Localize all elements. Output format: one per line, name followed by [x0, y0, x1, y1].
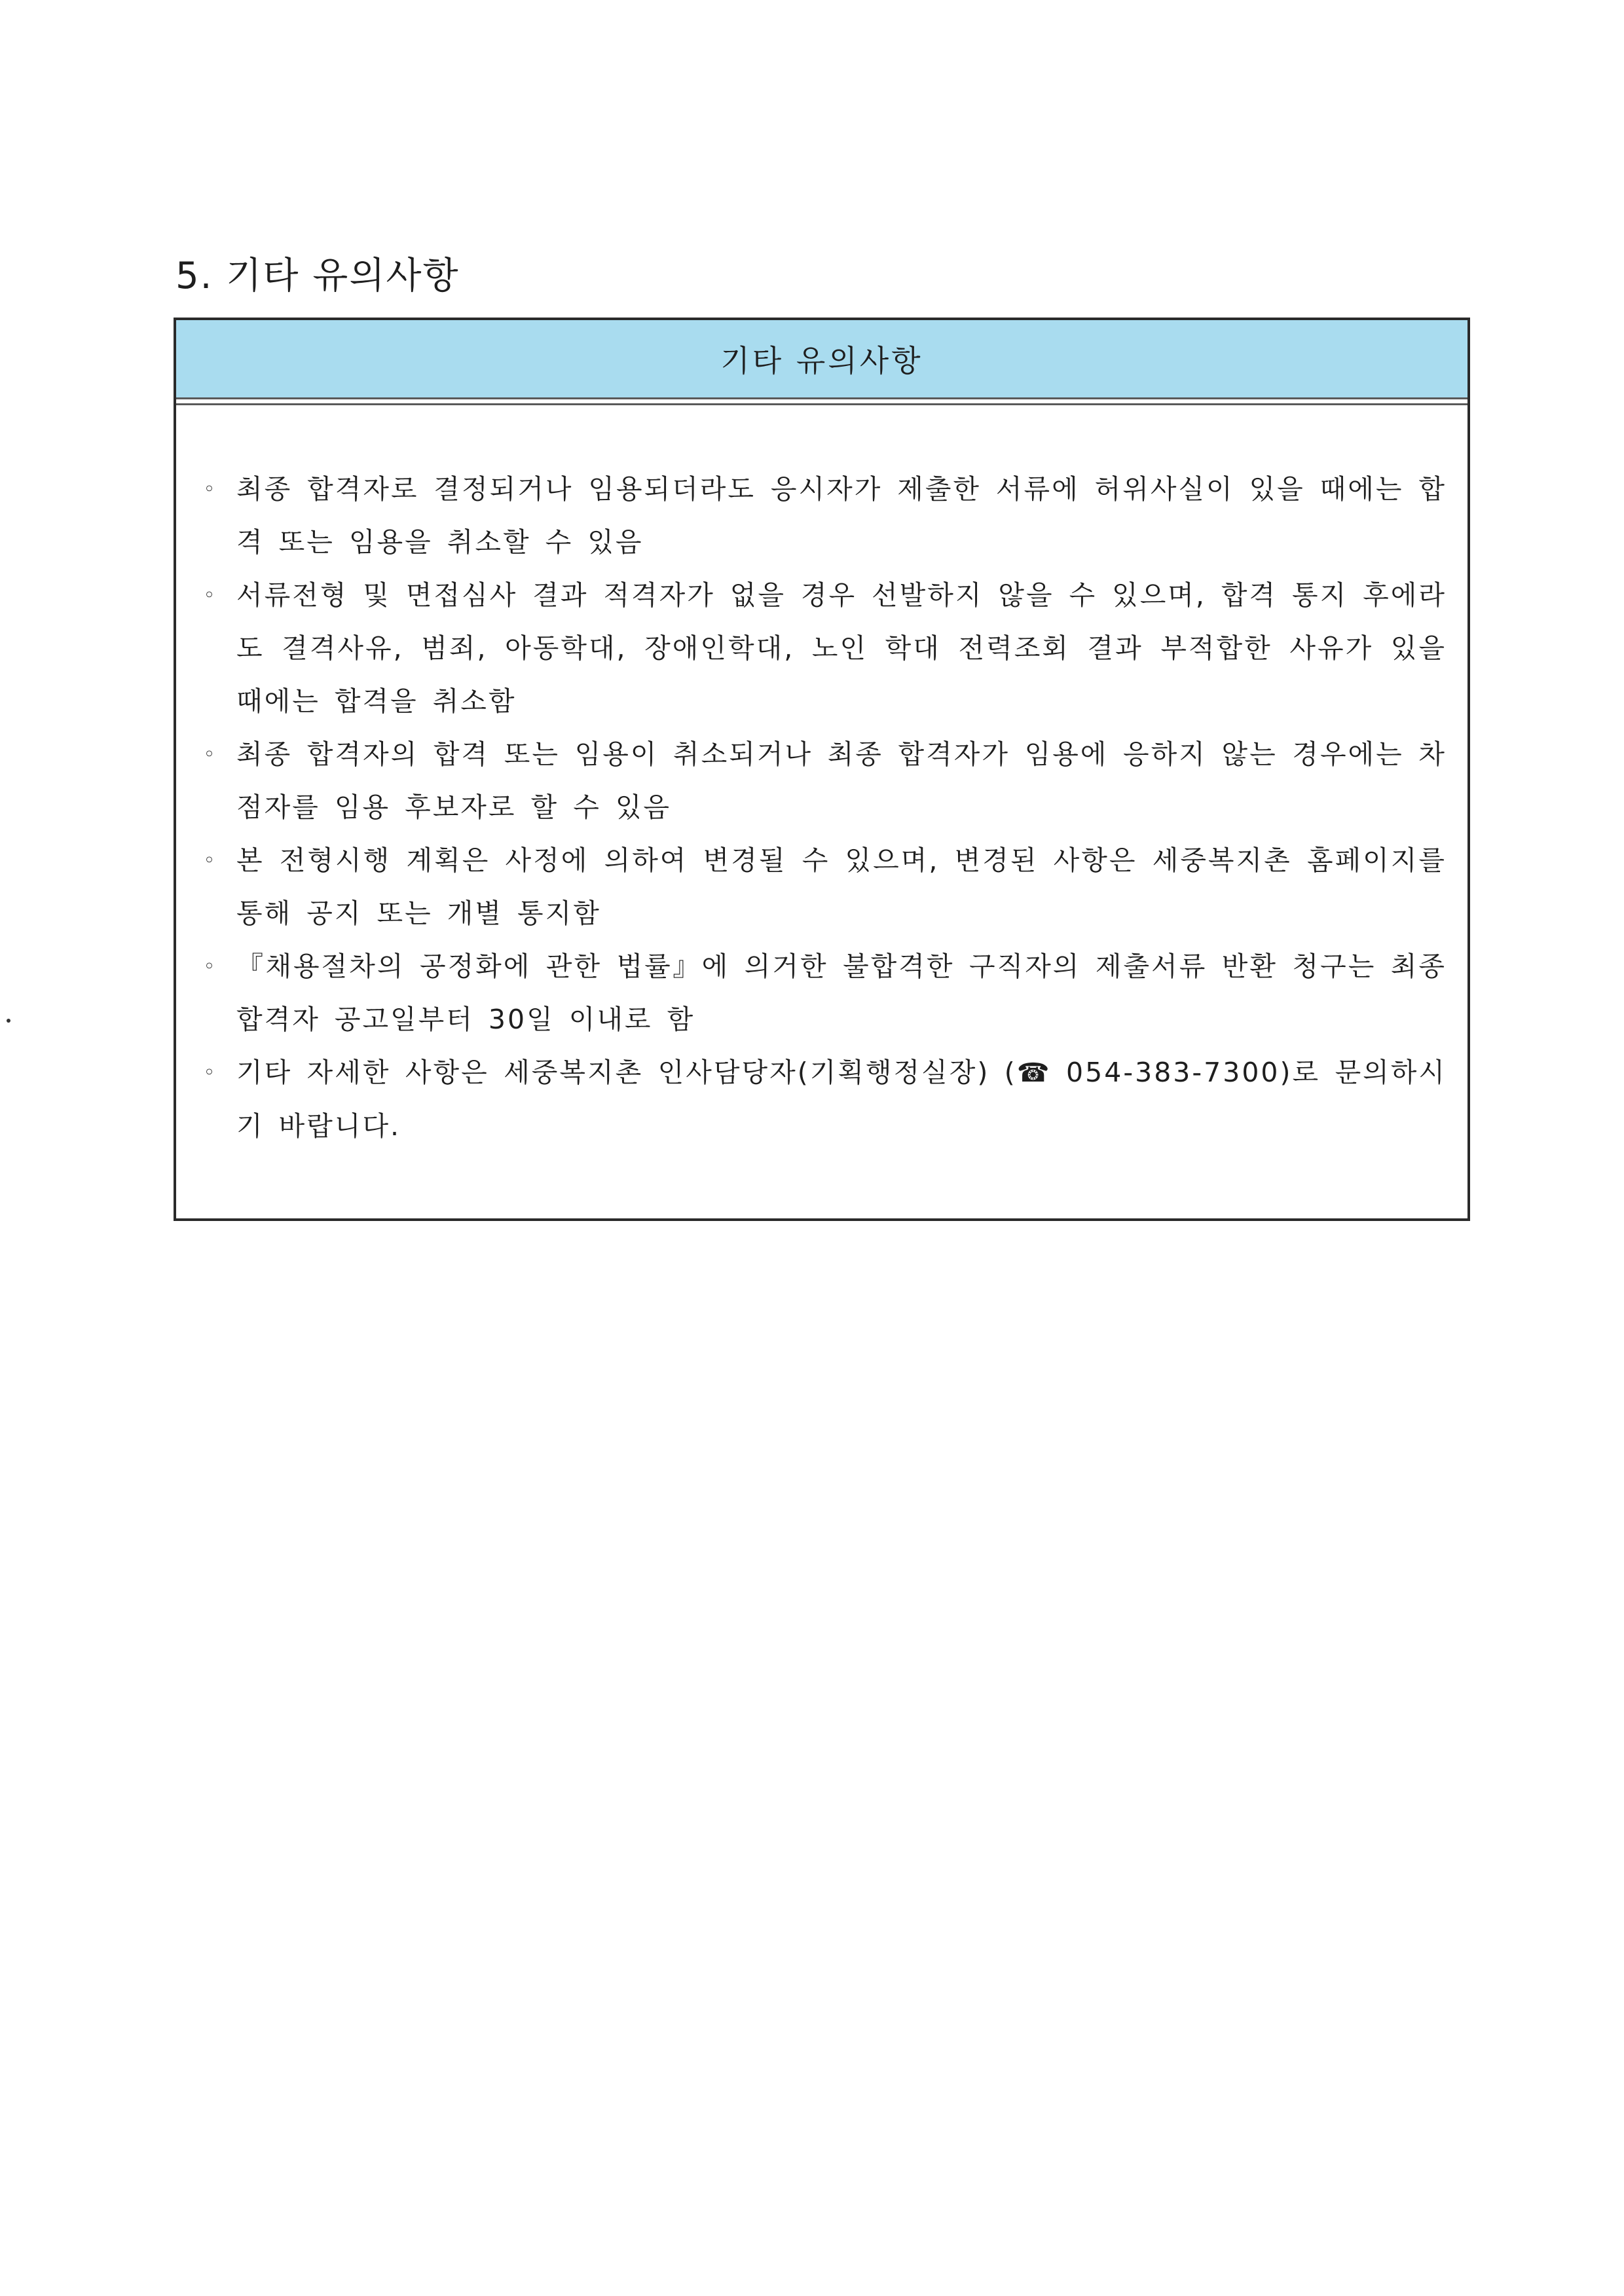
notice-text: 서류전형 및 면접심사 결과 적격자가 없을 경우 선발하지 않을 수 있으며, 합격 통지 후에라도 결격사유, 범죄, 아동학대, 장애인학대, 노인 학대 전력조회 결과 부적합한 사유가 있을 때에는 합격을 취소함 [236, 579, 1447, 717]
margin-mark [7, 1019, 10, 1023]
telephone-icon: ☎ [1016, 1058, 1052, 1088]
bullet-icon: ◦ [203, 849, 217, 872]
notice-box-header [176, 320, 1467, 399]
bullet-icon: ◦ [203, 478, 217, 501]
list-item [197, 463, 1447, 569]
list-item [197, 569, 1447, 728]
bullet-icon: ◦ [203, 743, 217, 766]
section-heading: 5. 기타 유의사항 [175, 255, 460, 297]
notice-text: 최종 합격자로 결정되거나 임용되더라도 응시자가 제출한 서류에 허위사실이 있을 때에는 합격 또는 임용을 취소할 수 있음 [236, 473, 1447, 558]
list-item [197, 728, 1447, 834]
notice-text: 『채용절차의 공정화에 관한 법률』에 의거한 불합격한 구직자의 제출서류 반환 청구는 최종 합격자 공고일부터 30일 이내로 함 [236, 951, 1447, 1035]
contact-item [197, 1046, 1447, 1153]
contact-text-after: )로 문의하시기 바랍니다. [236, 1057, 1447, 1142]
bullet-icon: ◦ [203, 955, 217, 978]
notice-box [174, 318, 1470, 1221]
notice-text: 최종 합격자의 합격 또는 임용이 취소되거나 최종 합격자가 임용에 응하지 않는 경우에는 차점자를 임용 후보자로 할 수 있음 [236, 738, 1447, 823]
bullet-icon: ◦ [203, 1061, 217, 1084]
contact-text-before: 기타 자세한 사항은 세중복지촌 인사담당자(기획행정실장) ( [236, 1057, 1017, 1088]
contact-phone-number: 054-383-7300 [1051, 1057, 1280, 1088]
list-item [197, 940, 1447, 1046]
list-item [197, 834, 1447, 940]
notice-list [197, 463, 1447, 1153]
bullet-icon: ◦ [203, 584, 217, 607]
notice-box-title: 기타 유의사항 [720, 343, 923, 378]
notice-text: 본 전형시행 계획은 사정에 의하여 변경될 수 있으며, 변경된 사항은 세중복지촌 홈페이지를 통해 공지 또는 개별 통지함 [236, 845, 1447, 929]
